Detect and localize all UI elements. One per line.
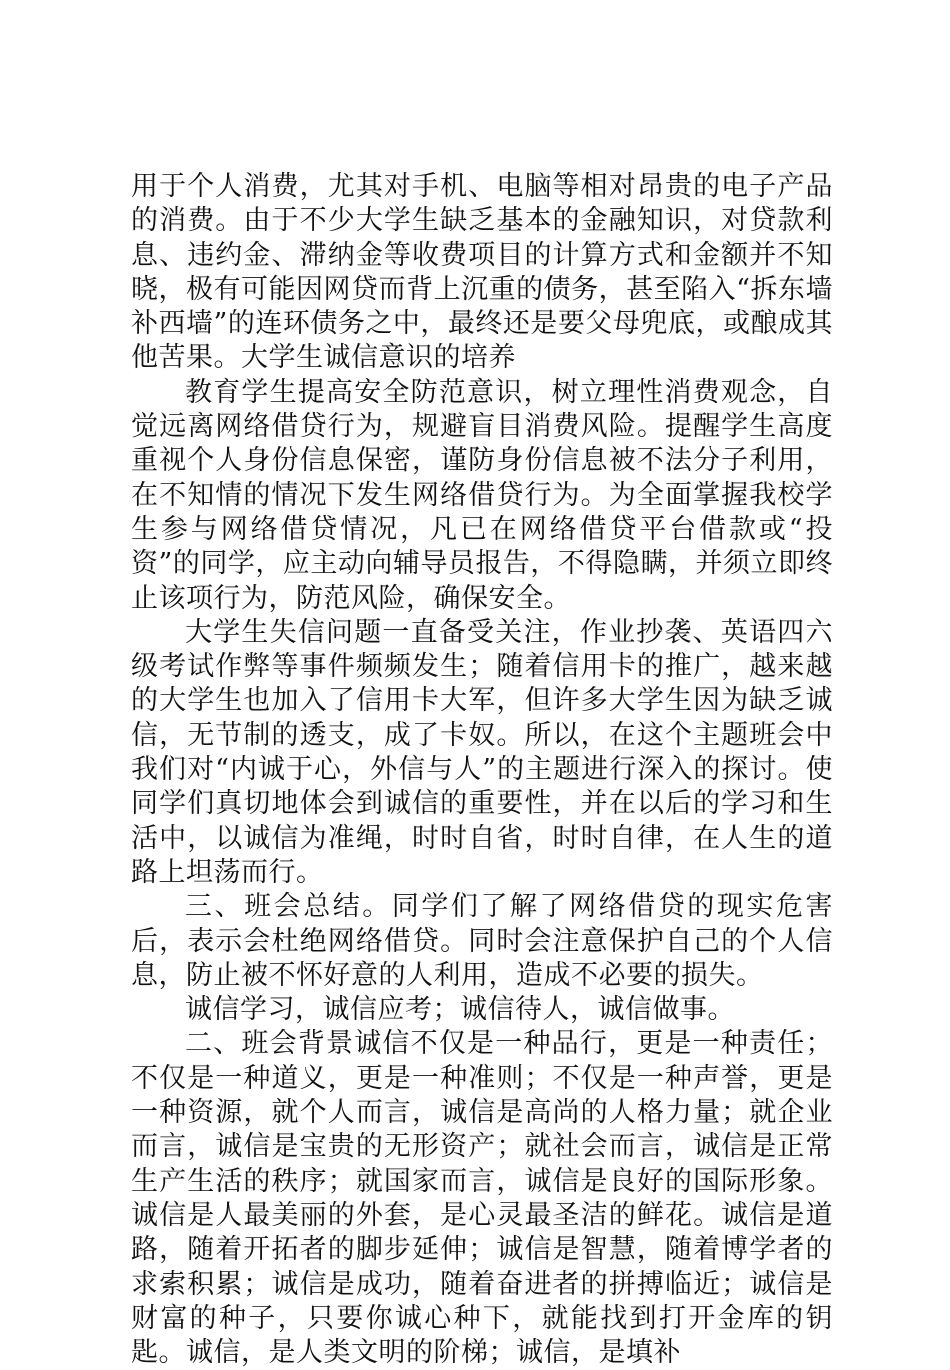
paragraph-3: 大学生失信问题一直备受关注，作业抄袭、英语四六级考试作弊等事件频频发生；随着信用卡的推广，越来越的大学生也加入了信用卡大军，但许多大学生因为缺乏诚信，无节制的透支，成了卡奴。所以，在这个主题班会中我们对“内诚于心，外信与人”的主题进行深入的探讨。使同学们真切地体会到诚信的重要性，并在以后的学习和生活中，以诚信为准绳，时时自省，时时自律，在人生的道路上坦荡而行。 [131, 616, 833, 888]
paragraph-1: 用于个人消费，尤其对手机、电脑等相对昂贵的电子产品的消费。由于不少大学生缺乏基本的金融知识，对贷款利息、违约金、滞纳金等收费项目的计算方式和金额并不知晓，极有可能因网贷而背上沉重的债务，甚至陷入“拆东墙补西墙”的连环债务之中，最终还是要父母兜底，或酿成其他苦果。大学生诚信意识的培养 [131, 171, 833, 374]
paragraph-2: 教育学生提高安全防范意识，树立理性消费观念，自觉远离网络借贷行为，规避盲目消费风险。提醒学生高度重视个人身份信息保密，谨防身份信息被不法分子利用，在不知情的情况下发生网络借贷行为。为全面掌握我校学生参与网络借贷情况，凡已在网络借贷平台借款或“投资”的同学，应主动向辅导员报告，不得隐瞒，并须立即终止该项行为，防范风险，确保安全。 [131, 376, 833, 614]
document-body [131, 170, 833, 1370]
paragraph-4: 三、班会总结。同学们了解了网络借贷的现实危害后，表示会杜绝网络借贷。同时会注意保护自己的个人信息，防止被不怀好意的人利用，造成不必要的损失。 [131, 891, 833, 991]
paragraph-5: 诚信学习，诚信应考；诚信待人，诚信做事。 [185, 994, 735, 1026]
paragraph-6: 二、班会背景诚信不仅是一种品行，更是一种责任；不仅是一种道义，更是一种准则；不仅是一种声誉，更是一种资源，就个人而言，诚信是高尚的人格力量；就企业而言，诚信是宝贵的无形资产；就社会而言，诚信是正常生产生活的秩序；就国家而言，诚信是良好的国际形象。诚信是人最美丽的外套，是心灵最圣洁的鲜花。诚信是道路，随着开拓者的脚步延伸；诚信是智慧，随着博学者的求索积累；诚信是成功，随着奋进者的拼搏临近；诚信是财富的种子，只要你诚心种下，就能找到打开金库的钥匙。诚信，是人类文明的阶梯；诚信，是填补 [131, 1028, 833, 1369]
